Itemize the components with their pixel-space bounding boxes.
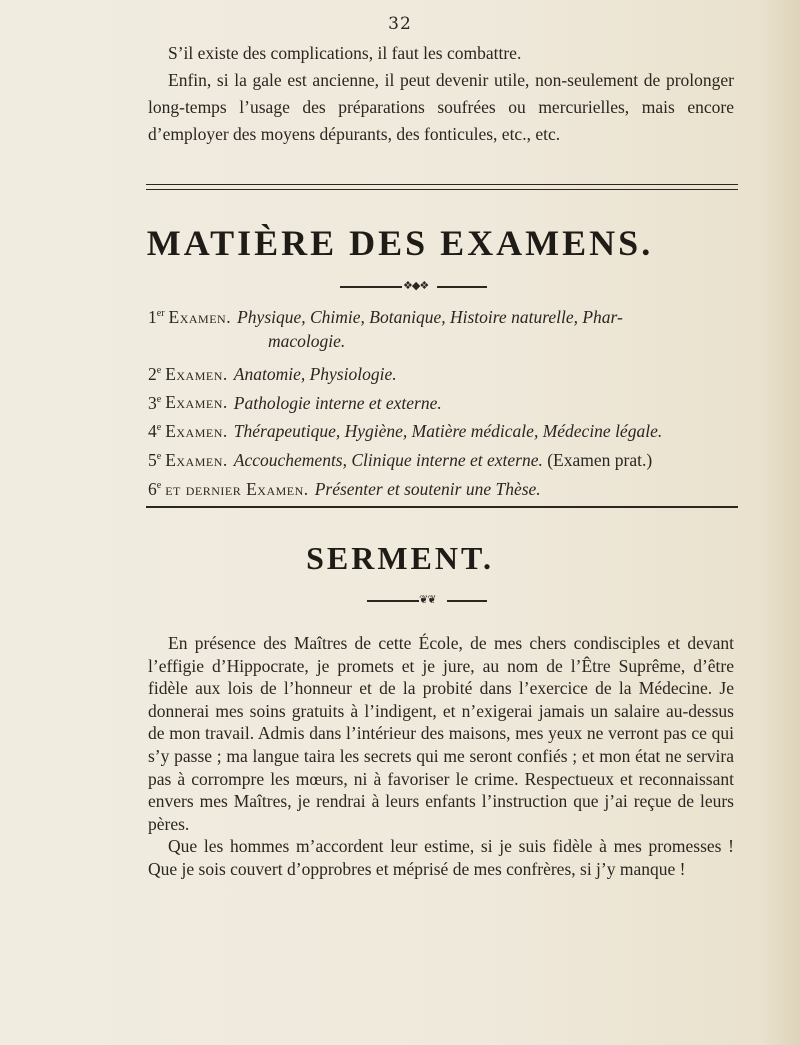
exam-item: 1er Examen. Physique, Chimie, Botanique, Histoire naturelle, Phar- macologie. xyxy=(148,302,738,353)
exam-item: 6e et dernier Examen. Présenter et soutenir une Thèse. xyxy=(148,478,541,499)
exam-subjects-continued: macologie. xyxy=(268,330,346,351)
exam-subjects: Présenter et soutenir une Thèse. xyxy=(314,478,541,499)
exam-note: (Examen prat.) xyxy=(547,450,653,471)
exams-heading: MATIÈRE DES EXAMENS. xyxy=(146,223,654,263)
oath-paragraph-1: En présence des Maîtres de cette École, de mes chers condisciples et devant l’effigie d’Hippocrate, je promets et je jure, au nom de l’Être Suprême, d’être fidèle aux lois de l’honneur et de la probité dans l’exercice de la Médecine. Je donnerai mes soins gratuits à l’indigent, et n’exigerai jamais un salaire au-dessus de mon travail. Admis dans l’intérieur des maisons, mes yeux ne verront pas ce qui s’y passe ; ma langue taira les secrets qui me seront confiés ; et mon état ne servira pas à corrompre les mœurs, ni à favoriser le crime. Respectueux et reconnaissant envers mes Maîtres, je rendrai à leurs enfants l’instruction que j’ai reçue de leurs pères. xyxy=(148,633,734,834)
page-edge-shading xyxy=(760,0,800,1045)
section-divider-single xyxy=(146,506,738,508)
exam-label: et dernier Examen. xyxy=(165,478,309,499)
exam-subjects: Pathologie interne et externe. xyxy=(233,392,442,413)
intro-text xyxy=(148,40,734,148)
exam-label: Examen. xyxy=(165,363,228,384)
oath-heading: SERMENT. xyxy=(306,540,494,576)
intro-paragraph-2: Enfin, si la gale est ancienne, il peut devenir utile, non-seulement de prolonger long-temps l’usage des préparations soufrées ou mercurielles, mais encore d’employer des moyens dépurants, des fonticules, etc., etc. xyxy=(148,70,734,144)
exam-subjects: Thérapeutique, Hygiène, Matière médicale, Médecine légale. xyxy=(233,421,663,442)
exam-item: 5e Examen. Accouchements, Clinique interne et externe. (Examen prat.) xyxy=(148,450,653,471)
exam-item: 3e Examen. Pathologie interne et externe. xyxy=(148,392,442,413)
exams-list xyxy=(148,302,738,501)
exam-label: Examen. xyxy=(165,392,228,413)
intro-paragraph-1: S’il existe des complications, il faut les combattre. xyxy=(168,43,522,63)
page-number: 32 xyxy=(388,14,412,34)
exam-label: Examen. xyxy=(165,421,228,442)
exams-ornament: ❖◆❖ xyxy=(0,282,800,292)
exam-label: Examen. xyxy=(165,450,228,471)
exam-label: Examen. xyxy=(168,306,232,327)
oath-paragraph-2: Que les hommes m’accordent leur estime, si je suis fidèle à mes promesses ! Que je sois couvert d’opprobres et méprisé de mes confrères, si j’y manque ! xyxy=(148,836,734,879)
exam-item: 2e Examen. Anatomie, Physiologie. xyxy=(148,363,397,384)
section-divider-double xyxy=(146,184,738,190)
exam-subjects: Physique, Chimie, Botanique, Histoire naturelle, Phar- xyxy=(237,306,623,327)
exam-subjects: Accouchements, Clinique interne et externe. xyxy=(233,450,543,471)
oath-ornament: ❦❦ xyxy=(0,596,800,606)
exam-subjects: Anatomie, Physiologie. xyxy=(233,363,397,384)
oath-text xyxy=(148,632,734,881)
exam-item: 4e Examen. Thérapeutique, Hygiène, Matière médicale, Médecine légale. xyxy=(148,421,663,442)
